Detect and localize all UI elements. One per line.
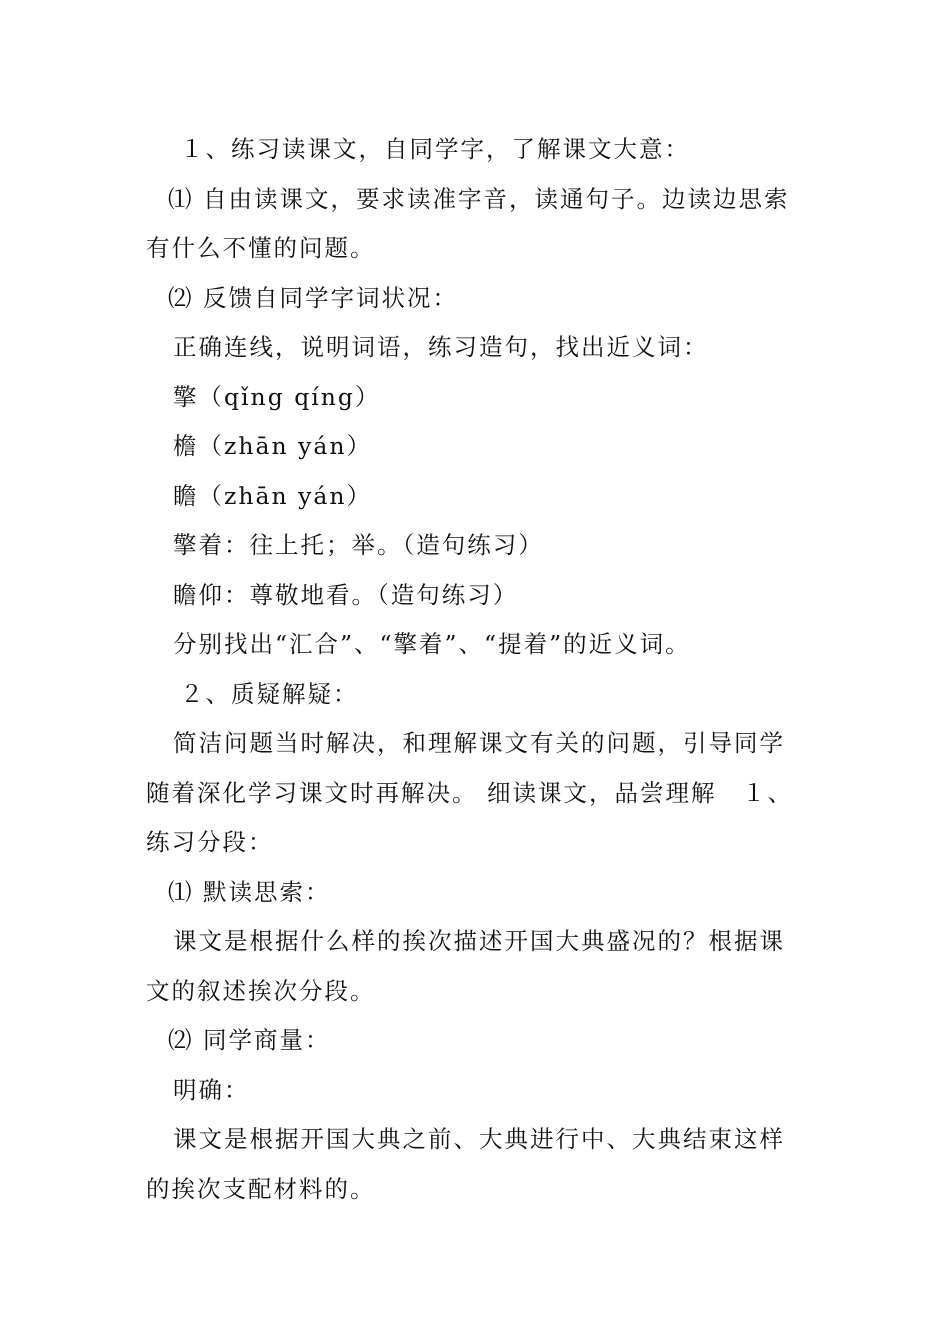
document-body (146, 125, 810, 1214)
definition-zhanyang: 瞻仰：尊敬地看。（造句练习） (173, 580, 519, 609)
paragraph-discussion: ⑵ 同学商量： (168, 1026, 331, 1054)
paragraph-questions: 简洁问题当时解决，和理解课文有关的问题，引导同学随着深化学习课文时再解决。 细读课文，品尝理解 １、练习分段： (146, 729, 793, 856)
paragraph-sequence-question: 课文是根据什么样的挨次描述开国大典盛况的？根据课文的叙述挨次分段。 (146, 927, 785, 1005)
paragraph-silent-reading: ⑴ 默读思索： (168, 877, 331, 906)
paragraph-step-2: ⑵ 反馈自同学字词状况： (168, 283, 458, 312)
section-heading-1: １、练习读课文，自同学字，了解课文大意： (180, 135, 690, 163)
pinyin-line-zhan: 瞻（zhān yán） (173, 481, 373, 510)
paragraph-clarify: 明确： (173, 1075, 250, 1104)
pinyin-line-qing: 擎（qǐng qíng） (173, 382, 381, 411)
paragraph-step-1: ⑴ 自由读课文，要求读准字音，读通句子。边读边思索有什么不懂的问题。 (146, 184, 790, 262)
paragraph-conclusion: 课文是根据开国大典之前、大典进行中、大典结束这样的挨次支配材料的。 (146, 1125, 785, 1203)
pinyin-line-yan: 檐（zhān yán） (173, 432, 373, 460)
paragraph-synonyms: 分别找出“汇合”、“擎着”、“提着”的近义词。 (173, 630, 691, 658)
paragraph-instruction: 正确连线，说明词语，练习造句，找出近义词： (173, 333, 709, 361)
section-heading-2: ２、质疑解疑： (180, 679, 359, 708)
definition-qingzhe: 擎着：往上托；举。（造句练习） (173, 531, 544, 559)
